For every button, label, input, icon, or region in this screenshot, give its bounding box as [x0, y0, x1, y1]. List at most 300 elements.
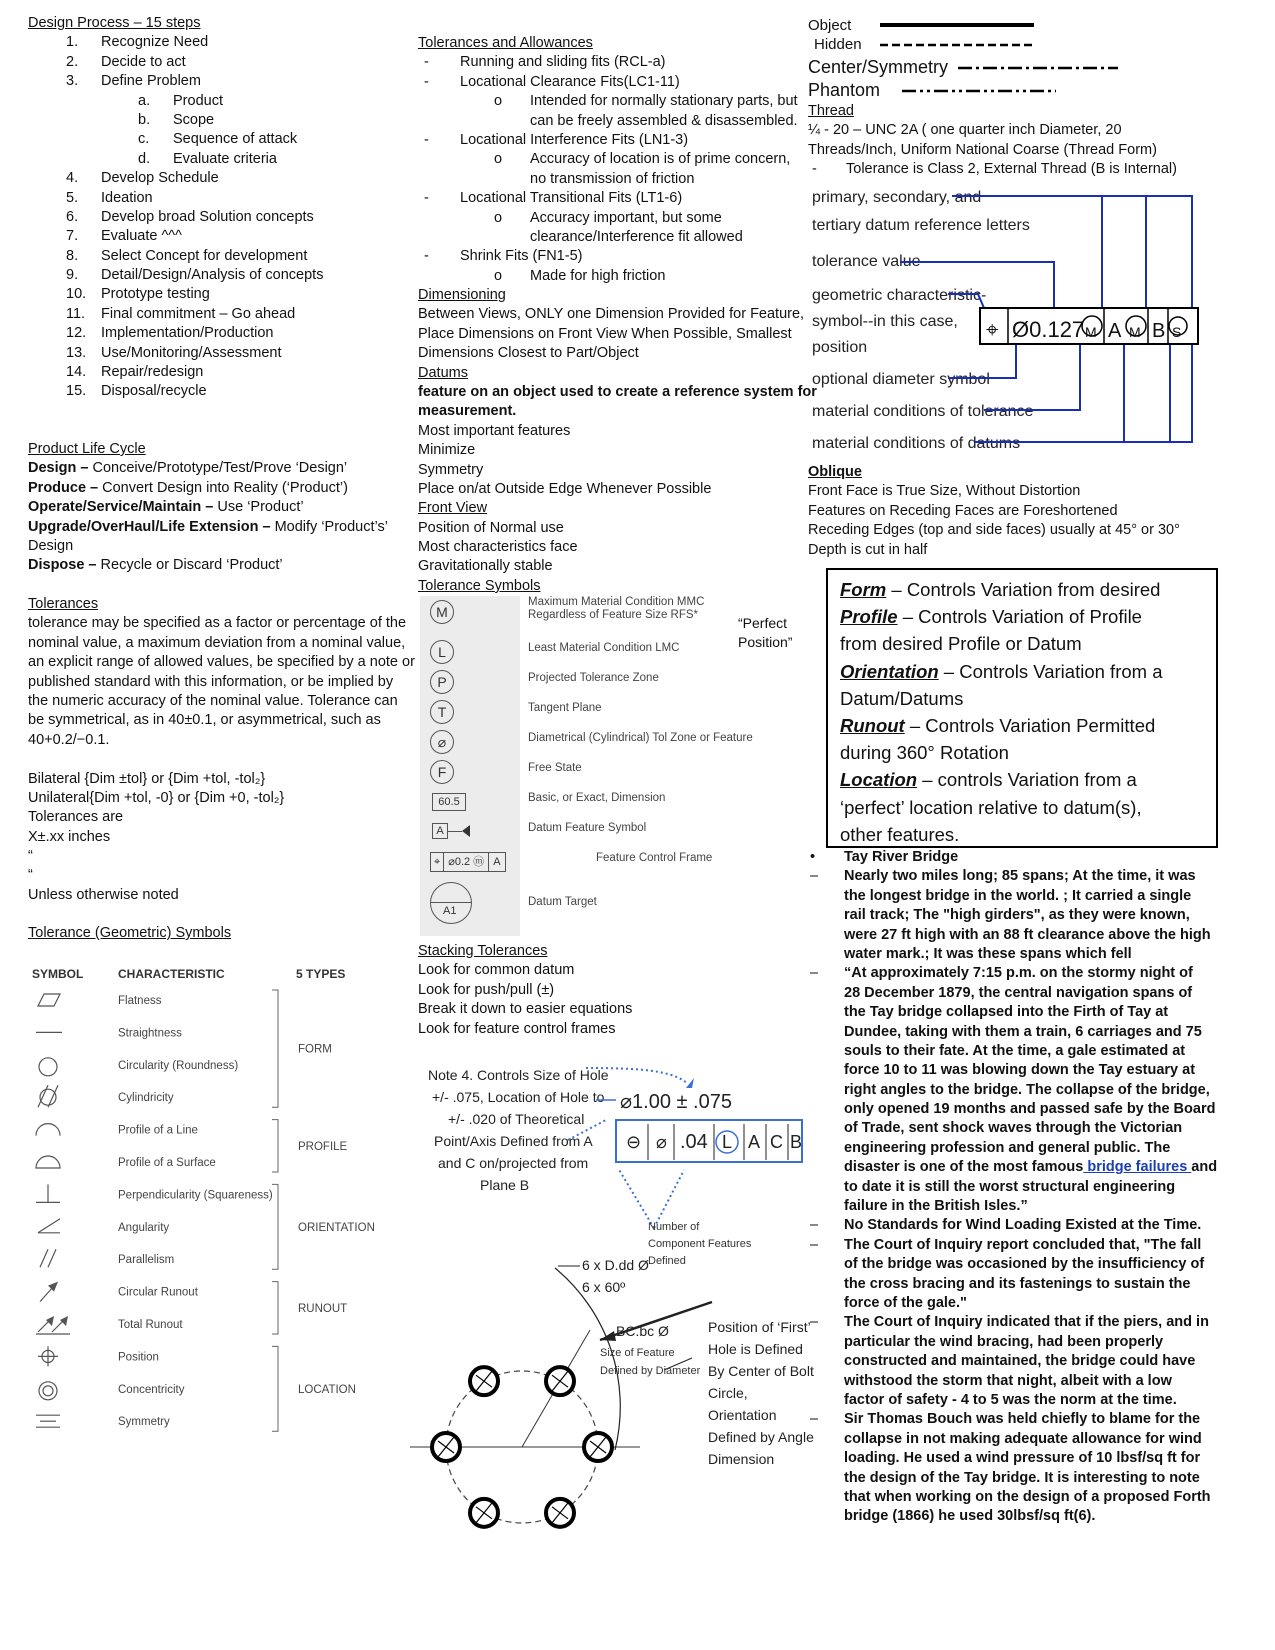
- design-process-section: [28, 14, 408, 402]
- plc-item: [28, 459, 408, 478]
- note4-figure: [418, 1058, 813, 1268]
- design-substep: [28, 111, 408, 130]
- stacking-line: Look for push/pull (±): [418, 981, 555, 998]
- geo-type-label: PROFILE: [298, 1140, 348, 1153]
- geo-characteristic: Straightness: [118, 1027, 182, 1040]
- tol-symbol-desc: Diametrical (Cylindrical) Tol Zone or Feature: [528, 732, 753, 744]
- oblique-line: Features on Receding Faces are Foreshortened: [808, 502, 1118, 519]
- bolt-circle-figure: [410, 1250, 820, 1530]
- callout-frame-cell: A: [1108, 320, 1122, 342]
- tol-symbol-desc: Datum Target: [528, 896, 597, 908]
- tol-symbol-row: [420, 894, 810, 924]
- callout-frame-cell: M: [1085, 324, 1097, 340]
- note4-frame-cell: .04: [680, 1131, 708, 1153]
- geo-characteristic: Concentricity: [118, 1383, 185, 1396]
- front-view-line: Position of Normal use: [418, 519, 564, 536]
- geo-characteristic: Profile of a Line: [118, 1124, 198, 1137]
- design-substep-text: Sequence of attack: [173, 131, 298, 148]
- tolerance-line: “: [28, 867, 33, 884]
- fit-item: - Locational Clearance Fits(LC1-11): [418, 73, 810, 92]
- num-comp-3: Defined: [648, 1255, 686, 1267]
- bolt-hole-icon: [546, 1499, 574, 1527]
- gdt-type-line: Location – controls Variation from a: [840, 769, 1137, 791]
- basic-dimension-icon: 60.5: [432, 793, 466, 811]
- tay-line: failure in the British Isles.”: [844, 1198, 1028, 1215]
- pos-note-4: Circle,: [708, 1385, 748, 1401]
- tay-line: collapse in not making adequate allowance for wind: [844, 1430, 1202, 1447]
- gdt-type-line: Datum/Datums: [840, 687, 964, 709]
- note4-line-2: +/- .075, Location of Hole to: [432, 1089, 605, 1105]
- design-step-text: Ideation: [101, 189, 153, 206]
- fit-item: - Locational Interference Fits (LN1-3): [418, 131, 810, 150]
- geo-characteristic: Angularity: [118, 1221, 170, 1234]
- tay-line: – The Court of Inquiry report concluded that, "The fall: [810, 1236, 1202, 1253]
- note4-frame-cell: L: [722, 1132, 733, 1152]
- fit-sub-text: no transmission of friction: [530, 170, 695, 187]
- line-phantom-label: Phantom: [808, 80, 881, 100]
- gdt-type-line: Profile – Controls Variation of Profile: [840, 606, 1142, 628]
- design-step: [28, 227, 408, 246]
- tay-line: only opened 19 months and passed safe by the Board: [844, 1101, 1216, 1118]
- design-step: [28, 324, 408, 343]
- fit-item: - Locational Transitional Fits (LT1-6): [418, 189, 810, 208]
- feature-control-frame-icon: ⌖ ⌀0.2 ⓜ A: [430, 852, 506, 872]
- fit-sub-text: Accuracy important, but some: [530, 209, 722, 226]
- design-step: [28, 344, 408, 363]
- datum-line: Minimize: [418, 442, 476, 459]
- note4-frame-cell: ⌀: [656, 1132, 667, 1152]
- tolerance-line: Bilateral {Dim ±tol} or {Dim +tol, -tol₂}: [28, 770, 266, 787]
- oblique-line: Receding Edges (top and side faces) usually at 45° or 30°: [808, 522, 1180, 539]
- bolt-hole-icon: [470, 1499, 498, 1527]
- thread-line-1: ¼ - 20 – UNC 2A ( one quarter inch Diameter, 20: [808, 122, 1122, 139]
- bolt-hole-icon: [470, 1367, 498, 1395]
- design-step-text: Develop Schedule: [101, 170, 219, 187]
- gdt-types-box: [826, 568, 1218, 848]
- design-substep-text: Product: [173, 92, 223, 109]
- callout-tolerance: tolerance value: [812, 253, 921, 270]
- thread-line-2: Threads/Inch, Uniform National Coarse (Thread Form): [808, 141, 1157, 158]
- tolerances-section: [28, 595, 418, 905]
- geo-symbols-table: [28, 962, 388, 1442]
- tay-line: were 27 ft high with an 88 ft clearance above the high: [844, 926, 1211, 943]
- geo-header-symbol: SYMBOL: [32, 967, 84, 981]
- callout-symbol: symbol--in this case,: [812, 313, 958, 330]
- fit-sub-item: [418, 112, 810, 131]
- geo-symbols-section: [28, 924, 418, 943]
- callout-frame-cell: S: [1172, 324, 1182, 340]
- tol-symbol-row: [420, 790, 810, 820]
- fit-text: Locational Interference Fits (LN1-3): [460, 131, 689, 148]
- gdt-callout: [806, 180, 1206, 458]
- bolt-hole-icon: [584, 1433, 612, 1461]
- tay-line: loading. He used a wind pressure of 10 lbsf/sq ft for: [844, 1450, 1201, 1467]
- callout-primary: primary, secondary, and: [812, 189, 982, 206]
- tay-line: rail track; The "high girders", as they were known,: [844, 907, 1190, 924]
- pos-note-6: Defined by Angle: [708, 1429, 814, 1445]
- design-step-text: Final commitment – Go ahead: [101, 305, 296, 322]
- geo-characteristic: Profile of a Surface: [118, 1157, 216, 1169]
- tay-line: the Tay bridge collapsed into the Firth of Tay at: [844, 1004, 1169, 1021]
- note4-line-5: and C on/projected from: [438, 1155, 589, 1171]
- callout-mc-datums: material conditions of datums: [812, 435, 1021, 452]
- perfect-position: “Perfect Position”: [738, 615, 793, 650]
- design-step: [28, 53, 408, 72]
- design-step-number: 3.: [66, 73, 79, 90]
- fits-title: Tolerances and Allowances: [418, 35, 593, 51]
- stacking-line: Look for common datum: [418, 962, 575, 979]
- stacking-section: [418, 942, 810, 1039]
- tay-line: to date it is still the worst structural engineering: [844, 1178, 1176, 1195]
- perpendicularity-icon: [36, 1184, 60, 1202]
- tol-symbol-desc: Basic, or Exact, Dimension: [528, 792, 666, 804]
- tol-symbol-icon: L: [430, 640, 454, 664]
- datums-title: Datums: [418, 364, 468, 381]
- fit-sub-text: Made for high friction: [530, 267, 666, 284]
- dimensioning-line: Between Views, ONLY one Dimension Provided for Feature,: [418, 306, 805, 323]
- bridge-failures-link[interactable]: bridge failures: [1083, 1159, 1192, 1176]
- tay-line: withstood the storm that night, albeit with a low: [844, 1372, 1172, 1389]
- design-step-text: Use/Monitoring/Assessment: [101, 344, 282, 361]
- geo-header-char: CHARACTERISTIC: [118, 967, 225, 981]
- profile-surface-icon: [36, 1156, 60, 1168]
- gdt-type-line: Runout – Controls Variation Permitted: [840, 715, 1156, 737]
- design-step: [28, 266, 408, 285]
- note4-dim: ⌀1.00 ± .075: [620, 1091, 732, 1113]
- gdt-type-key: Runout: [840, 715, 905, 737]
- parallelism-icon: [40, 1249, 56, 1267]
- tolerance-line: Unless otherwise noted: [28, 886, 179, 903]
- angle-label: 6 x 60º: [582, 1279, 626, 1295]
- callout-diameter: optional diameter symbol: [812, 371, 990, 388]
- design-substep-number: a.: [138, 92, 151, 109]
- tay-line: the longest bridge in the world. ; It carried a single: [844, 887, 1192, 904]
- geo-characteristic: Parallelism: [118, 1254, 175, 1267]
- bolt-hole-icon: [432, 1433, 460, 1461]
- tay-line: of the bridge was occasioned by the insufficiency of: [844, 1256, 1205, 1273]
- design-step: [28, 189, 408, 208]
- tay-line: bridge (1866) he used 30lbsf/sq ft(6).: [844, 1508, 1096, 1525]
- tol-symbol-desc: Least Material Condition LMC: [528, 642, 680, 654]
- callout-frame-cell: B: [1152, 320, 1166, 342]
- datum-definition: measurement.: [418, 403, 517, 420]
- design-step-number: 7.: [66, 228, 79, 245]
- design-step-number: 2.: [66, 53, 79, 70]
- tolerance-para-line: published standard with this information, or be implied by: [28, 673, 394, 690]
- fit-sub-item: [418, 267, 810, 286]
- plc-value: Use ‘Product’: [217, 499, 304, 516]
- fit-sub-text: can be freely assembled & disassembled.: [530, 112, 798, 129]
- tay-line: – Nearly two miles long; 85 spans; At the time, it was: [810, 868, 1196, 885]
- gdt-type-line: other features.: [840, 823, 960, 845]
- dimensioning-line: Dimensions Closest to Part/Object: [418, 345, 639, 362]
- note4-line-6: Plane B: [480, 1177, 530, 1193]
- tay-line: the cross bracing and its fastenings to sustain the: [844, 1275, 1191, 1292]
- circularity-icon: [39, 1058, 57, 1076]
- design-substep: [28, 92, 408, 111]
- design-substep: [28, 130, 408, 149]
- thread-section: [808, 102, 1228, 180]
- oblique-title: Oblique: [808, 464, 862, 480]
- tay-line: particular the wind bracing, had been properly: [844, 1333, 1164, 1350]
- angularity-icon: [38, 1219, 60, 1233]
- profile-line-icon: [36, 1124, 60, 1136]
- holes-label: 6 x D.dd Ø: [582, 1257, 649, 1273]
- stacking-line: Look for feature control frames: [418, 1020, 616, 1037]
- geo-type-label: FORM: [298, 1043, 332, 1056]
- plc-key: Produce –: [28, 479, 103, 496]
- tay-title: • Tay River Bridge: [810, 849, 959, 865]
- design-step-text: Select Concept for development: [101, 247, 308, 264]
- note4-frame-cell: A: [748, 1132, 761, 1152]
- flatness-icon: [38, 994, 60, 1006]
- tolerance-line: Unilateral{Dim +tol, -0} or {Dim +0, -tol₂}: [28, 789, 285, 806]
- plc-value: Conceive/Prototype/Test/Prove ‘Design’: [92, 460, 348, 477]
- note4-line-4: Point/Axis Defined from A: [434, 1133, 593, 1149]
- geo-symbols-title: Tolerance (Geometric) Symbols: [28, 925, 232, 941]
- pos-note-3: By Center of Bolt: [708, 1363, 814, 1379]
- note4-line-1: Note 4. Controls Size of Hole: [428, 1067, 609, 1083]
- design-step-number: 5.: [66, 189, 79, 206]
- pos-note-2: Hole is Defined: [708, 1341, 803, 1357]
- line-types-legend: [806, 10, 1136, 102]
- tol-symbol-row: [420, 730, 810, 760]
- gdt-type-line: Orientation – Controls Variation from a: [840, 660, 1163, 682]
- gdt-type-key: Profile: [840, 606, 898, 628]
- design-step-number: 12.: [66, 325, 87, 342]
- design-step: [28, 285, 408, 304]
- callout-position: position: [812, 339, 868, 356]
- concentricity-icon: [39, 1382, 57, 1400]
- line-hidden-label: Hidden: [814, 36, 862, 53]
- design-substep-number: c.: [138, 131, 150, 148]
- design-substep-text: Evaluate criteria: [173, 150, 277, 167]
- fit-sub-item: [418, 170, 810, 189]
- oblique-line: Front Face is True Size, Without Distortion: [808, 483, 1081, 500]
- tol-symbol-desc: Projected Tolerance Zone: [528, 672, 659, 684]
- oblique-section: [808, 463, 1228, 560]
- note4-frame-cell: C: [770, 1132, 783, 1152]
- callout-geometric: geometric characteristic-: [812, 287, 987, 304]
- line-object-label: Object: [808, 17, 852, 34]
- design-step-text: Prototype testing: [101, 286, 210, 303]
- plc-key: Design –: [28, 460, 93, 477]
- circular-runout-icon: [40, 1282, 58, 1302]
- datum-feature-icon: A: [432, 823, 470, 839]
- tay-line: engineering profession and general public. The: [844, 1139, 1171, 1156]
- design-step-text: Evaluate ^^^: [101, 228, 182, 245]
- tol-symbol-row: [420, 760, 810, 790]
- tol-symbol-desc: Maximum Material Condition MMC Regardless of Feature Size RFS*: [528, 596, 705, 621]
- design-step: [28, 363, 408, 382]
- design-step: [28, 33, 408, 52]
- size-note-2: Defined by Diameter: [600, 1365, 701, 1377]
- design-step-number: 6.: [66, 208, 79, 225]
- fit-item: - Running and sliding fits (RCL-a): [418, 53, 810, 72]
- design-step: [28, 72, 408, 91]
- design-step: [28, 169, 408, 188]
- bullet-icon: o: [494, 267, 503, 284]
- tay-line: water mark.; It was these spans which fell: [844, 945, 1132, 962]
- callout-tertiary: tertiary datum reference letters: [812, 217, 1030, 234]
- tol-symbol-row: [420, 820, 810, 850]
- tol-symbol-desc: Tangent Plane: [528, 702, 602, 714]
- design-step-number: 4.: [66, 170, 79, 187]
- geo-characteristic: Flatness: [118, 995, 162, 1007]
- geo-characteristic: Position: [118, 1351, 159, 1364]
- total-runout-icon: [36, 1316, 70, 1334]
- cylindricity-icon: [38, 1085, 58, 1107]
- tolerance-para-line: an explicit range of allowed values, be specified by a note or: [28, 654, 415, 671]
- fit-sub-item: [418, 209, 810, 228]
- gdt-type-line: ‘perfect’ location relative to datum(s),: [840, 796, 1142, 818]
- fit-text: Locational Transitional Fits (LT1-6): [460, 190, 683, 207]
- tay-line: – Sir Thomas Bouch was held chiefly to blame for the: [810, 1411, 1201, 1428]
- plc-value: Convert Design into Reality (‘Product’): [102, 479, 348, 496]
- bullet-icon: o: [494, 93, 503, 110]
- pos-note-1: Position of ‘First’: [708, 1319, 811, 1335]
- dimensioning-line: Place Dimensions on Front View When Possible, Smallest: [418, 325, 792, 342]
- design-substep-text: Scope: [173, 111, 215, 128]
- tay-line: that when working on the design of a proposed Forth: [844, 1488, 1211, 1505]
- design-substep: [28, 150, 408, 169]
- front-view-line: Most characteristics face: [418, 539, 578, 556]
- note4-frame-cell: ⊖: [626, 1132, 642, 1152]
- gdt-type-key: Orientation: [840, 660, 939, 682]
- design-step-number: 15.: [66, 383, 87, 400]
- thread-title: Thread: [808, 103, 854, 119]
- design-step-text: Define Problem: [101, 73, 201, 90]
- tay-line: disaster is one of the most famous bridge failures and: [844, 1159, 1218, 1176]
- bullet-icon: o: [494, 209, 503, 226]
- geo-characteristic: Perpendicularity (Squareness): [118, 1189, 273, 1202]
- stacking-line: Break it down to easier equations: [418, 1001, 633, 1018]
- tol-symbol-desc: Datum Feature Symbol: [528, 822, 647, 834]
- tol-symbol-row: [420, 670, 810, 700]
- tol-symbol-icon: ⌀: [430, 730, 454, 754]
- tay-line: – “At approximately 7:15 p.m. on the stormy night of: [810, 965, 1193, 982]
- callout-frame-cell: ⌖: [986, 317, 999, 342]
- tolerance-para-line: tolerance may be specified as a factor or percentage of the: [28, 615, 407, 632]
- geo-characteristic: Cylindricity: [118, 1092, 174, 1105]
- tay-line: constructed and maintained, the bridge could have: [844, 1353, 1196, 1370]
- geo-characteristic: Symmetry: [118, 1416, 170, 1429]
- design-step-text: Develop broad Solution concepts: [101, 208, 314, 225]
- tay-line: – No Standards for Wind Loading Existed at the Time.: [810, 1217, 1202, 1234]
- fit-sub-text: clearance/Interference fit allowed: [530, 228, 743, 245]
- fit-sub-item: [418, 92, 810, 111]
- design-step-number: 14.: [66, 364, 87, 381]
- note4-frame-cell: B: [790, 1132, 803, 1152]
- fits-section: [418, 34, 810, 286]
- tay-line: 28 December 1879, the central navigation spans of: [844, 984, 1193, 1001]
- datum-line: Place on/at Outside Edge Whenever Possible: [418, 480, 712, 497]
- gdt-type-line: Form – Controls Variation from desired: [840, 579, 1161, 600]
- symmetry-icon: [36, 1415, 60, 1427]
- plc-item: [28, 498, 408, 517]
- design-substep-number: b.: [138, 111, 151, 128]
- design-step-number: 8.: [66, 247, 79, 264]
- tol-symbols-panel: [420, 596, 810, 936]
- fit-text: Running and sliding fits (RCL-a): [460, 54, 666, 71]
- fit-text: Shrink Fits (FN1-5): [460, 248, 583, 265]
- tol-symbol-desc: Feature Control Frame: [596, 852, 713, 864]
- tol-symbols-title: Tolerance Symbols: [418, 577, 541, 594]
- tay-line: of Trade, sent shock waves through the Victorian: [844, 1120, 1183, 1137]
- tay-line: Dundee, taking with them a train, 6 carriages and 75: [844, 1023, 1202, 1040]
- tolerance-para-line: nominal value, a maximum deviation from a nominal value,: [28, 634, 406, 651]
- stacking-title: Stacking Tolerances: [418, 943, 548, 959]
- plc-key: Operate/Service/Maintain –: [28, 499, 218, 516]
- gdt-type-key: Form: [840, 579, 887, 600]
- design-step: [28, 382, 408, 401]
- tay-line: – The Court of Inquiry indicated that if the piers, and in: [810, 1314, 1209, 1331]
- tay-line: force 10 to 11 was blowing down the Tay estuary at: [844, 1062, 1196, 1079]
- design-step-text: Disposal/recycle: [101, 383, 207, 400]
- plc-title: Product Life Cycle: [28, 441, 146, 457]
- callout-mc-tol: material conditions of tolerance: [812, 403, 1034, 420]
- geo-type-label: RUNOUT: [298, 1302, 348, 1315]
- plc-item: [28, 518, 408, 537]
- datum-definition: feature on an object used to create a reference system for: [418, 383, 817, 400]
- tolerances-title: Tolerances: [28, 596, 99, 612]
- design-step-text: Decide to act: [101, 53, 186, 70]
- note4-line-3: +/- .020 of Theoretical: [448, 1111, 585, 1127]
- tolerance-para-line: be symmetrical, as in 40±0.1, or asymmetrical, such as: [28, 712, 381, 729]
- geo-characteristic: Circular Runout: [118, 1286, 198, 1299]
- design-step-number: 1.: [66, 34, 79, 51]
- fit-text: Locational Clearance Fits(LC1-11): [460, 73, 680, 90]
- oblique-line: Depth is cut in half: [808, 541, 928, 558]
- dimensioning-section: [418, 286, 817, 596]
- tol-symbol-icon: P: [430, 670, 454, 694]
- position-icon: ⌖: [431, 853, 444, 871]
- plc-key: Upgrade/OverHaul/Life Extension –: [28, 518, 275, 535]
- pos-note-7: Dimension: [708, 1451, 775, 1467]
- tolerance-para-line: 40+0.2/−0.1.: [28, 731, 110, 748]
- tolerance-line: Tolerances are: [28, 809, 124, 826]
- design-step-text: Recognize Need: [101, 34, 209, 51]
- tol-symbol-icon: M: [430, 600, 454, 624]
- position-icon: [38, 1346, 58, 1366]
- thread-dash: - Tolerance is Class 2, External Thread (B is Internal): [812, 161, 1177, 178]
- tol-symbol-icon: F: [430, 760, 454, 784]
- datum-line: Most important features: [418, 422, 571, 439]
- design-step-number: 13.: [66, 344, 87, 361]
- bolt-hole-icon: [546, 1367, 574, 1395]
- product-life-cycle-section: [28, 440, 408, 576]
- design-step-text: Implementation/Production: [101, 325, 274, 342]
- front-view-title: Front View: [418, 500, 488, 517]
- geo-type-label: LOCATION: [298, 1383, 356, 1396]
- gdt-type-line: from desired Profile or Datum: [840, 633, 1082, 655]
- geo-header-types: 5 TYPES: [296, 967, 346, 981]
- pos-note-5: Orientation: [708, 1407, 777, 1423]
- plc-item: [28, 479, 408, 498]
- bc-label: BC.bc Ø: [616, 1323, 669, 1339]
- bullet-icon: o: [494, 151, 503, 168]
- design-step-number: 11.: [66, 305, 86, 322]
- tolerance-line: “: [28, 848, 33, 865]
- design-step: [28, 305, 408, 324]
- design-step: [28, 208, 408, 227]
- tol-symbol-icon: T: [430, 700, 454, 724]
- plc-value: Modify ‘Product’s’: [274, 518, 388, 535]
- design-step-number: 9.: [66, 267, 79, 284]
- tay-line: the design of the Tay bridge. It is interesting to note: [844, 1469, 1200, 1486]
- fit-item: - Shrink Fits (FN1-5): [418, 247, 810, 266]
- design-process-title: Design Process – 15 steps: [28, 15, 201, 31]
